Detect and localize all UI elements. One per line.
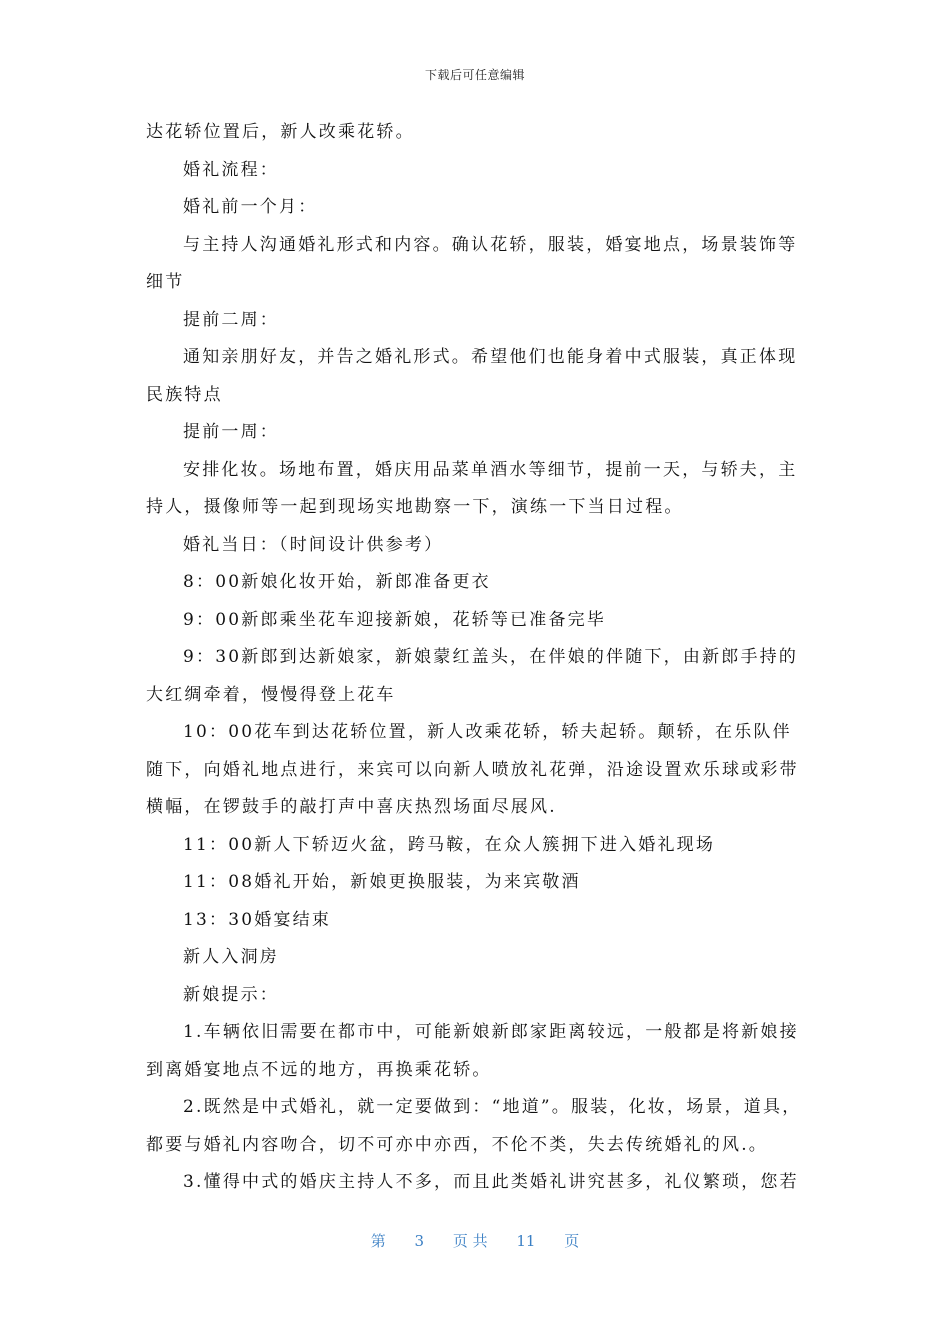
current-page-number: 3 [414,1232,425,1250]
footer-middle: 页 共 [452,1232,488,1250]
paragraph: 新人入洞房 [183,947,279,967]
paragraph: 1.车辆依旧需要在都市中，可能新娘新郎家距离较远，一般都是将新娘接到离婚宴地点不远的地方，再换乘花轿。 [146,1022,799,1080]
paragraph: 与主持人沟通婚礼形式和内容。确认花轿，服装，婚宴地点，场景装饰等细节 [146,234,798,292]
paragraph: 9：30新郎到达新娘家，新娘蒙红盖头，在伴娘的伴随下，由新郎手持的大红绸牵着，慢慢得登上花车 [146,647,799,705]
paragraph: 婚礼流程： [183,159,279,180]
page-header: 下载后可任意编辑 [424,68,525,82]
paragraph: 13：30婚宴结束 [183,909,332,930]
paragraph: 新娘提示： [183,984,279,1005]
paragraph: 婚礼前一个月： [183,197,318,217]
paragraph: 10：00花车到达花轿位置，新人改乘花轿，轿夫起轿。颠轿，在乐队伴随下，向婚礼地点进行，来宾可以向新人喷放礼花弹，沿途设置欢乐球或彩带横幅，在锣鼓手的敲打声中喜庆热烈场面尽展风. [146,722,799,817]
paragraph: 8：00新娘化妆开始，新郎准备更衣 [183,572,491,592]
paragraph: 提前二周： [183,309,279,330]
footer-suffix: 页 [564,1232,580,1250]
paragraph: 11：00新人下轿迈火盆，跨马鞍，在众人簇拥下进入婚礼现场 [183,834,716,855]
paragraph: 3.懂得中式的婚庆主持人不多，而且此类婚礼讲究甚多，礼仪繁琐，您若 [183,1172,799,1192]
paragraph: 通知亲朋好友，并告之婚礼形式。希望他们也能身着中式服装，真正体现民族特点 [146,347,798,405]
paragraph: 达花轿位置后，新人改乘花轿。 [146,122,415,142]
paragraph: 9：00新郎乘坐花车迎接新娘，花轿等已准备完毕 [183,609,607,630]
footer-prefix: 第 [370,1232,386,1250]
paragraph: 2.既然是中式婚礼，就一定要做到：“地道”。服装，化妆，场景，道具，都要与婚礼内容吻合，切不可亦中亦西，不伦不类，失去传统婚礼的风.。 [146,1097,802,1155]
paragraph: 安排化妆。场地布置，婚庆用品菜单酒水等细节，提前一天，与轿夫，主持人，摄像师等一起到现场实地勘察一下，演练一下当日过程。 [146,459,798,517]
page-footer [0,1230,950,1251]
document-body [146,114,806,1202]
paragraph: 婚礼当日：（时间设计供参考） [183,534,444,555]
total-page-count: 11 [516,1232,536,1250]
paragraph: 11：08婚礼开始，新娘更换服装，为来宾敬酒 [183,872,581,892]
paragraph: 提前一周： [183,422,279,442]
